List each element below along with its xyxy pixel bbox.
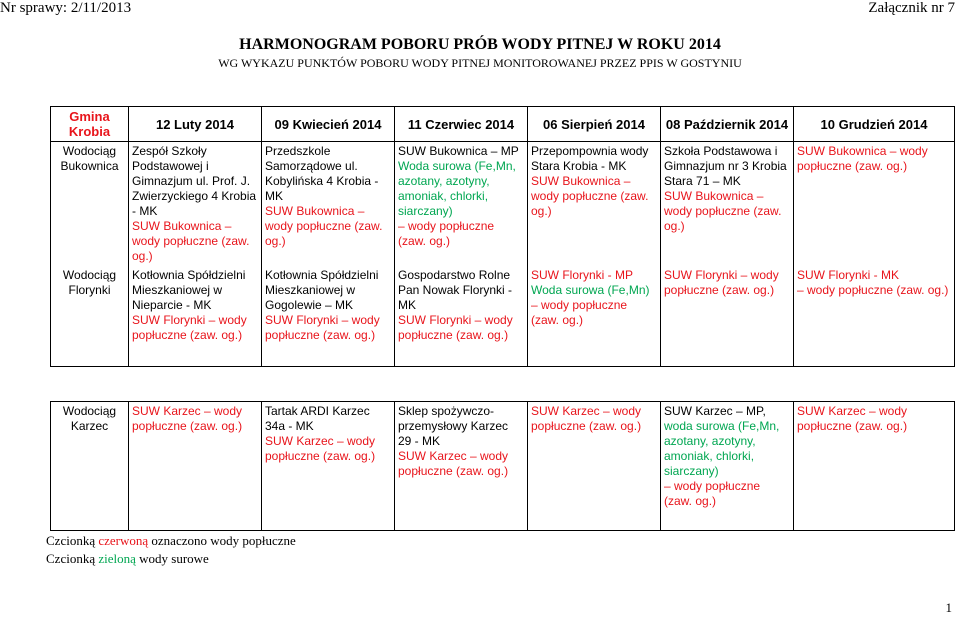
cell-karzec-4 — [528, 402, 661, 531]
legend-green-word: zieloną — [98, 551, 136, 566]
wash-water-note: SUW Karzec – wody popłuczne (zaw. og.) — [132, 404, 243, 433]
wash-water-note: SUW Florynki – wody popłuczne (zaw. og.) — [664, 268, 779, 297]
cell-karzec-6 — [794, 402, 955, 531]
wash-water-note: SUW Bukownica – wody popłuczne (zaw. og.) — [531, 174, 649, 218]
wash-water-note: SUW Florynki – wody popłuczne (zaw. og.) — [398, 313, 513, 342]
header-gmina: Gmina Krobia — [51, 107, 129, 142]
sampling-point: Zespół Szkoły Podstawowej i Gimnazjum ul. Prof. J. Zwierzyckiego 4 Krobia - MK — [132, 144, 257, 218]
raw-water-note: woda surowa (Fe,Mn, azotany, azotyny, amoniak, chlorki, siarczany) — [664, 419, 780, 478]
sampling-point: Szkoła Podstawowa i Gimnazjum nr 3 Krobia Stara 71 – MK — [664, 144, 787, 188]
cell-florynki-2 — [262, 266, 395, 367]
cell-florynki-5 — [661, 266, 794, 367]
table-row — [51, 142, 955, 267]
spacer-cell — [51, 367, 955, 402]
schedule-table — [50, 106, 955, 531]
cell-karzec-3 — [395, 402, 528, 531]
attachment-label: Załącznik nr 7 — [868, 0, 955, 16]
wash-water-note: SUW Florynki – wody popłuczne (zaw. og.) — [132, 313, 247, 342]
cell-bukownica-3 — [395, 142, 528, 267]
legend — [46, 532, 296, 568]
wash-water-note: SUW Bukownica – wody popłuczne (zaw. og.) — [265, 204, 383, 248]
sampling-point: Przepompownia wody Stara Krobia - MK — [531, 144, 649, 173]
raw-water-note: Woda surowa (Fe,Mn) — [531, 283, 650, 297]
cell-bukownica-5 — [661, 142, 794, 267]
header-date-6: 10 Grudzień 2014 — [794, 107, 955, 142]
cell-florynki-4 — [528, 266, 661, 367]
wash-water-note: – wody popłuczne (zaw. og.) — [797, 283, 949, 297]
sampling-point: SUW Bukownica – MP — [398, 144, 519, 158]
row-label-bukownica — [51, 142, 129, 267]
page-number: 1 — [945, 600, 952, 615]
location-label: Wodociąg Karzec — [62, 404, 117, 433]
sampling-point: Kotłownia Spółdzielni Mieszkaniowej w Nieparcie - MK — [132, 268, 246, 312]
header-date-4: 06 Sierpień 2014 — [528, 107, 661, 142]
wash-water-note: SUW Karzec – wody popłuczne (zaw. og.) — [797, 404, 908, 433]
table-row — [51, 266, 955, 367]
wash-water-note: – wody popłuczne (zaw. og.) — [664, 479, 761, 508]
cell-karzec-5 — [661, 402, 794, 531]
legend-text: Czcionką — [46, 533, 99, 548]
wash-water-note: SUW Bukownica – wody popłuczne (zaw. og.) — [132, 219, 250, 263]
wash-water-note: SUW Bukownica – wody popłuczne (zaw. og.) — [664, 189, 782, 233]
cell-karzec-2 — [262, 402, 395, 531]
legend-line-green — [46, 550, 296, 568]
wash-water-note: SUW Florynki – wody popłuczne (zaw. og.) — [265, 313, 380, 342]
cell-florynki-1 — [129, 266, 262, 367]
header-date-5: 08 Październik 2014 — [661, 107, 794, 142]
sampling-point: SUW Florynki - MP — [531, 268, 633, 282]
legend-text: Czcionką — [46, 551, 99, 566]
table-row — [51, 402, 955, 531]
cell-florynki-6 — [794, 266, 955, 367]
location-label: Wodociąg Bukownica — [60, 144, 119, 173]
sampling-point: Tartak ARDI Karzec 34a - MK — [265, 404, 370, 433]
wash-water-note: SUW Karzec – wody popłuczne (zaw. og.) — [531, 404, 642, 433]
cell-bukownica-2 — [262, 142, 395, 267]
raw-water-note: Woda surowa (Fe,Mn, azotany, azotyny, amoniak, chlorki, siarczany) — [398, 159, 516, 218]
legend-text: wody surowe — [135, 551, 209, 566]
row-label-florynki — [51, 266, 129, 367]
cell-bukownica-4 — [528, 142, 661, 267]
sampling-point: SUW Florynki - MK — [797, 268, 899, 282]
cell-florynki-3 — [395, 266, 528, 367]
wash-water-note: SUW Karzec – wody popłuczne (zaw. og.) — [398, 449, 509, 478]
legend-red-word: czerwoną — [98, 533, 149, 548]
wash-water-note: – wody popłuczne (zaw. og.) — [398, 219, 495, 248]
header-date-3: 11 Czerwiec 2014 — [395, 107, 528, 142]
wash-water-note: SUW Bukownica – wody popłuczne (zaw. og.) — [797, 144, 928, 173]
sampling-point: Kotłownia Spółdzielni Mieszkaniowej w Gogolewie – MK — [265, 268, 379, 312]
header-date-2: 09 Kwiecień 2014 — [262, 107, 395, 142]
case-number: Nr sprawy: 2/11/2013 — [0, 0, 132, 16]
spacer-row — [51, 367, 955, 402]
sampling-point: Sklep spożywczo-przemysłowy Karzec 29 - MK — [398, 404, 509, 448]
header-date-1: 12 Luty 2014 — [129, 107, 262, 142]
location-label: Wodociąg Florynki — [62, 268, 117, 297]
sampling-point: SUW Karzec – MP, — [664, 404, 766, 418]
cell-karzec-1 — [129, 402, 262, 531]
document-subtitle: WG WYKAZU PUNKTÓW POBORU WODY PITNEJ MONITOROWANEJ PRZEZ PPIS W GOSTYNIU — [218, 56, 742, 70]
sampling-point: Gospodarstwo Rolne Pan Nowak Florynki - MK — [398, 268, 513, 312]
document-title: HARMONOGRAM POBORU PRÓB WODY PITNEJ W ROKU 2014 — [239, 36, 721, 53]
cell-bukownica-1 — [129, 142, 262, 267]
row-label-karzec — [51, 402, 129, 531]
header-row — [51, 107, 955, 142]
wash-water-note: – wody popłuczne (zaw. og.) — [531, 298, 628, 327]
legend-line-red — [46, 532, 296, 550]
wash-water-note: SUW Karzec – wody popłuczne (zaw. og.) — [265, 434, 376, 463]
legend-text: oznaczono wody popłuczne — [148, 533, 296, 548]
cell-bukownica-6 — [794, 142, 955, 267]
sampling-point: Przedszkole Samorządowe ul. Kobylińska 4 Krobia - MK — [265, 144, 379, 203]
